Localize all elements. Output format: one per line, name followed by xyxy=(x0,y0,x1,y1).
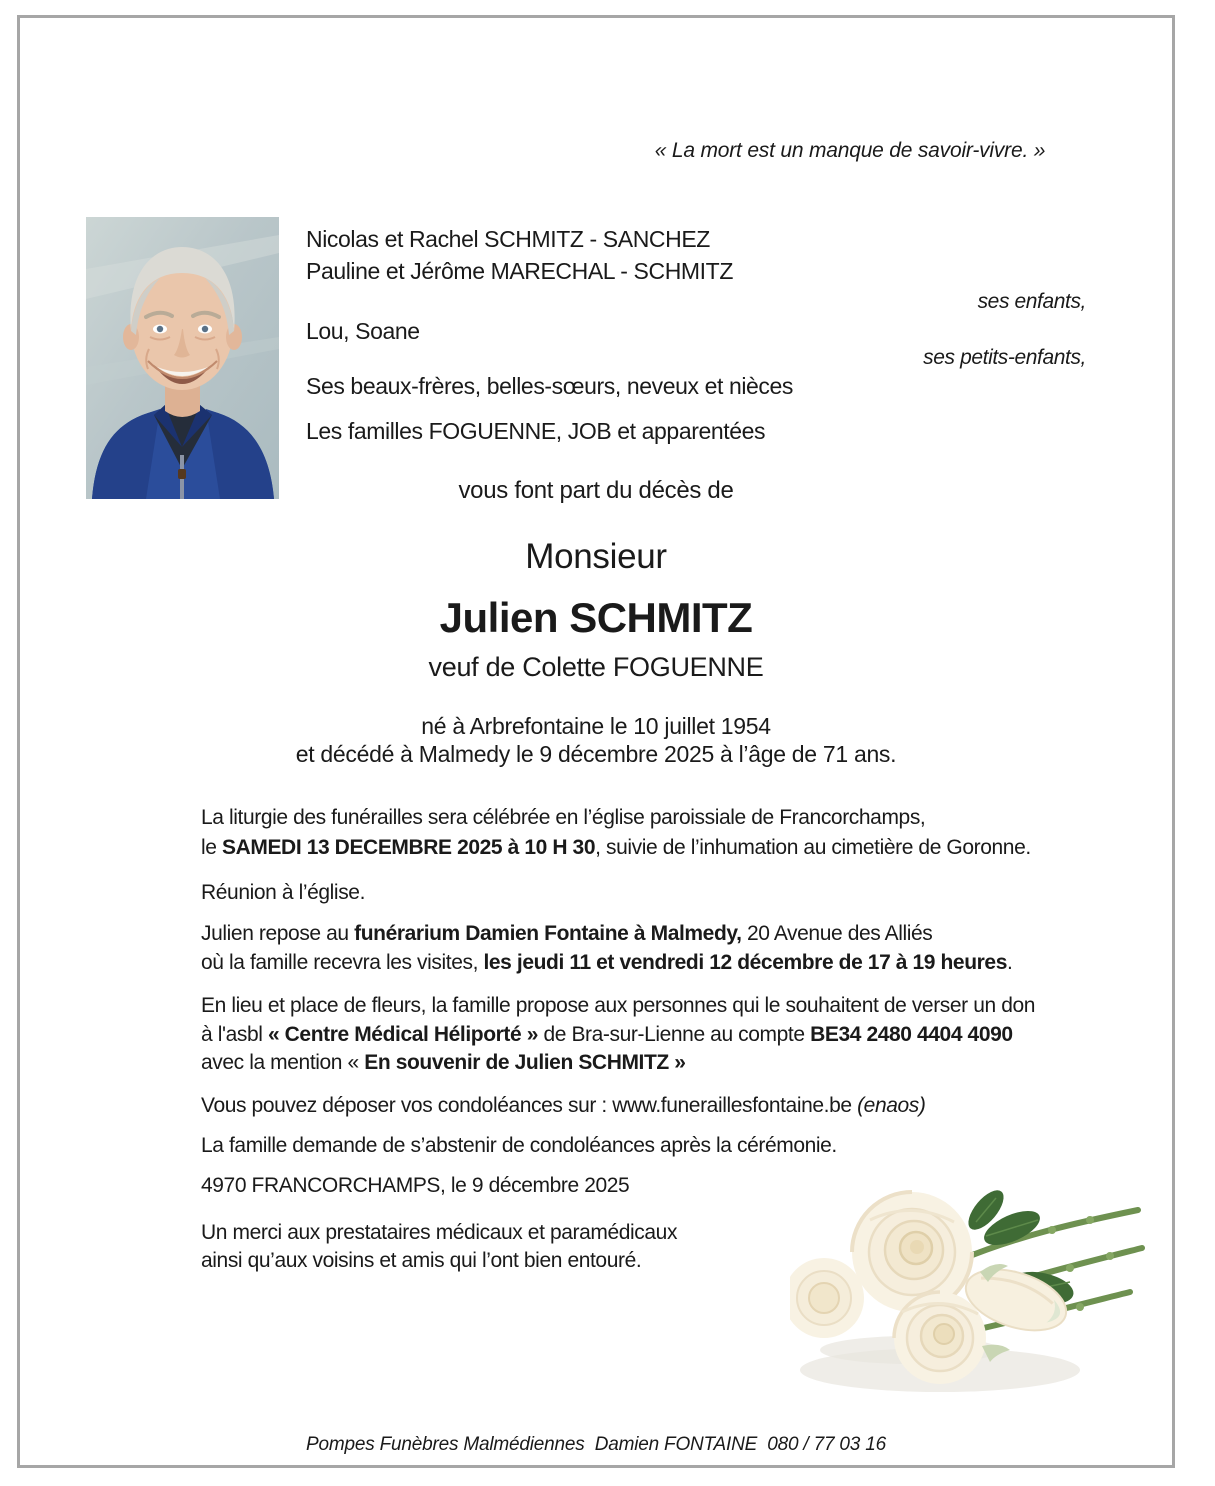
condolences-pre: Vous pouvez déposer vos condoléances sur : www.funeraillesfontaine.be xyxy=(201,1094,858,1117)
mention-pre: avec la mention « xyxy=(201,1051,365,1074)
grandchildren-label: ses petits-enfants, xyxy=(923,346,1086,369)
family-inlaws: Ses beaux-frères, belles-sœurs, neveux et nièces xyxy=(306,373,794,399)
deceased-name: Julien SCHMITZ xyxy=(439,594,753,641)
visits-pre: où la famille recevra les visites, xyxy=(201,951,484,974)
white-roses-image xyxy=(790,1180,1152,1398)
birth-line: né à Arbrefontaine le 10 juillet 1954 xyxy=(421,713,771,739)
thanks-line-1: Un merci aux prestataires médicaux et paramédicaux xyxy=(201,1221,678,1244)
death-line: et décédé à Malmedy le 9 décembre 2025 à l’âge de 71 ans. xyxy=(295,741,897,767)
funeral-home: funérarium Damien Fontaine à Malmedy, xyxy=(354,922,742,945)
donation-account: BE34 2480 4404 4090 xyxy=(810,1023,1013,1046)
visits-post: . xyxy=(1006,951,1013,974)
donation-mid: de Bra-sur-Lienne au compte xyxy=(538,1023,811,1046)
liturgy-datetime: SAMEDI 13 DECEMBRE 2025 à 10 H 30 xyxy=(221,836,596,859)
family-child-2: Pauline et Jérôme MARECHAL - SCHMITZ xyxy=(306,258,733,284)
portrait-photo xyxy=(86,217,279,499)
family-families: Les familles FOGUENNE, JOB et apparentées xyxy=(306,418,766,444)
donation-line-3 xyxy=(201,1051,686,1075)
family-child-1: Nicolas et Rachel SCHMITZ - SANCHEZ xyxy=(306,226,710,252)
funeral-home-footer: Pompes Funèbres Malmédiennes Damien FONTAINE 080 / 77 03 16 xyxy=(306,1434,886,1455)
liturgy-line-2 xyxy=(201,836,1031,860)
donation-line-2 xyxy=(201,1023,1013,1047)
family-grandchildren: Lou, Soane xyxy=(306,318,420,344)
children-label: ses enfants, xyxy=(977,290,1086,313)
liturgy-pre: le xyxy=(201,836,222,859)
abstain-line: La famille demande de s’abstenir de condoléances après la cérémonie. xyxy=(201,1134,837,1157)
deceased-title: Monsieur xyxy=(525,537,667,576)
condolences-platform: (enaos) xyxy=(857,1094,926,1117)
epigraph-quote: « La mort est un manque de savoir-vivre. » xyxy=(654,139,1046,162)
repose-post: 20 Avenue des Alliés xyxy=(741,922,933,945)
meeting-line: Réunion à l’église. xyxy=(201,881,366,904)
place-date-line: 4970 FRANCORCHAMPS, le 9 décembre 2025 xyxy=(201,1174,630,1197)
condolences-online-line xyxy=(201,1094,926,1118)
repose-line xyxy=(201,922,932,946)
visits-line xyxy=(201,951,1012,975)
liturgy-post: , suivie de l’inhumation au cimetière de Goronne. xyxy=(595,836,1031,859)
liturgy-line-1: La liturgie des funérailles sera célébrée en l’église paroissiale de Francorchamps, xyxy=(201,806,926,829)
visits-schedule: les jeudi 11 et vendredi 12 décembre de 17 à 19 heures xyxy=(483,951,1007,974)
deceased-relation: veuf de Colette FOGUENNE xyxy=(428,652,764,682)
announcement-sheet xyxy=(17,15,1175,1468)
donation-pre: à l'asbl xyxy=(201,1023,268,1046)
donation-org: « Centre Médical Héliporté » xyxy=(267,1023,539,1046)
repose-pre: Julien repose au xyxy=(201,922,355,945)
thanks-line-2: ainsi qu’aux voisins et amis qui l’ont bien entouré. xyxy=(201,1249,642,1272)
donation-line-1: En lieu et place de fleurs, la famille propose aux personnes qui le souhaitent de verser un don xyxy=(201,994,1036,1017)
mention-text: En souvenir de Julien SCHMITZ » xyxy=(364,1051,686,1074)
announcement-line: vous font part du décès de xyxy=(458,477,734,504)
